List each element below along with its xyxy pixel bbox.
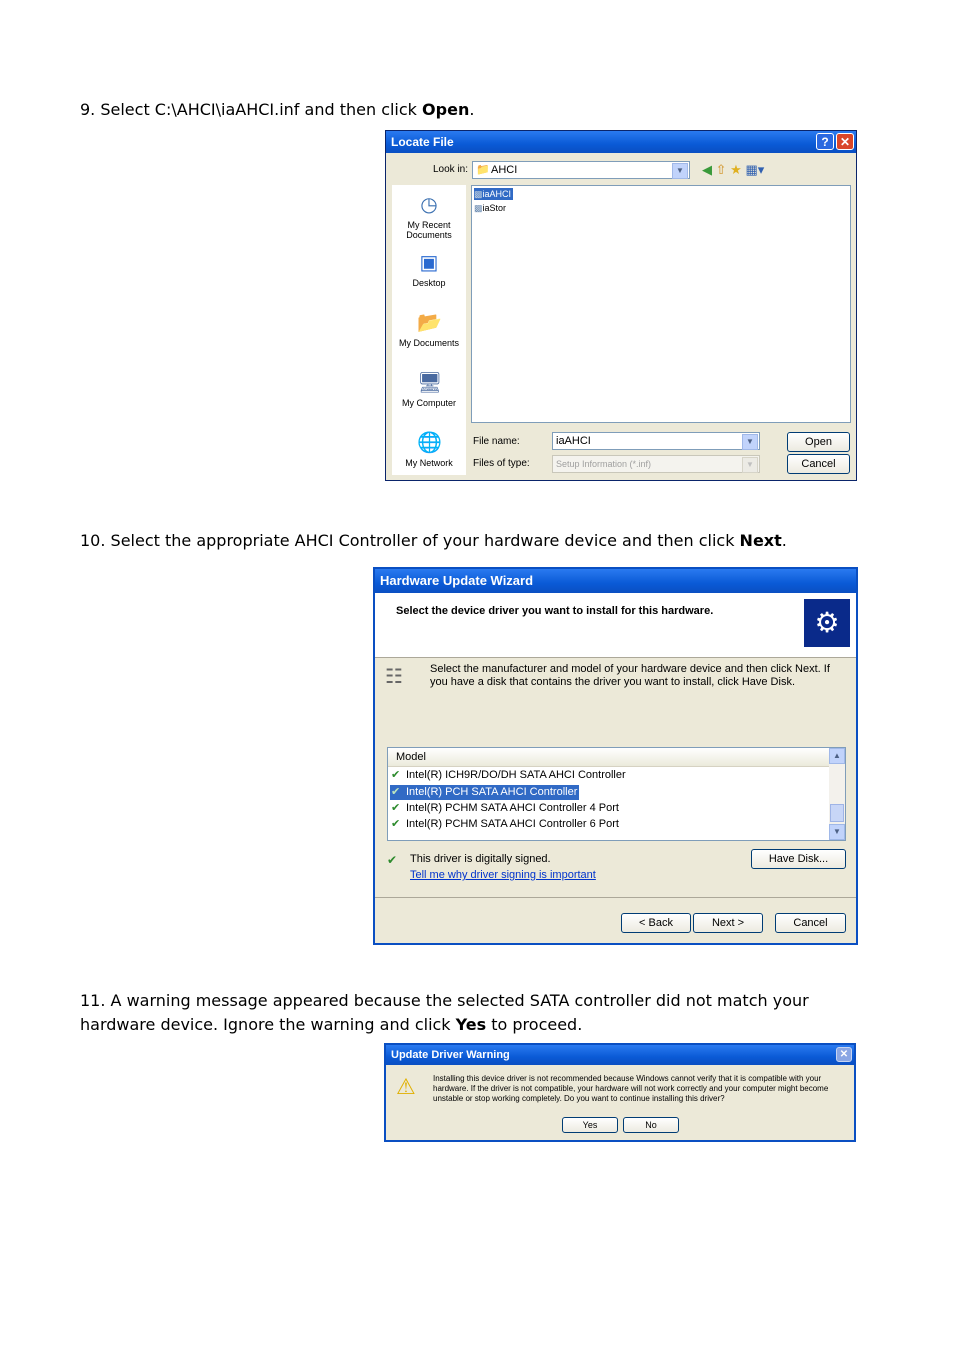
recent-documents-icon: ◷ <box>420 194 438 216</box>
place-label: My Recent Documents <box>406 220 452 240</box>
driver-signing-link[interactable]: Tell me why driver signing is important <box>410 869 596 881</box>
file-name: iaAHCI <box>482 189 512 199</box>
place-my-computer[interactable] <box>392 371 466 408</box>
file-type-select[interactable] <box>552 455 760 473</box>
warning-message: Installing this device driver is not recommended because Windows cannot verify that it is compatible with your hardware. If the driver is not compatible, your hardware will not work correctly and your computer might become unstable or stop working completely. Do you want to continue installing this driver? <box>433 1074 829 1103</box>
file-list[interactable] <box>471 185 851 423</box>
up-folder-icon[interactable]: ⇧ <box>715 162 727 177</box>
wizard-titlebar <box>375 569 856 593</box>
back-icon[interactable]: ◀ <box>702 162 712 177</box>
model-item[interactable] <box>390 768 628 783</box>
network-icon: 🌐 <box>417 432 442 454</box>
file-name-value: iaAHCI <box>556 435 591 447</box>
step-9-prefix: 9. Select C:\AHCI\iaAHCI.inf and then click <box>80 100 423 119</box>
locate-file-titlebar <box>386 131 856 153</box>
no-button[interactable]: No <box>623 1117 679 1133</box>
hardware-wizard-icon: ⚙ <box>804 599 850 647</box>
file-name-label: File name: <box>473 436 520 447</box>
step-10-prefix: 10. Select the appropriate AHCI Controller of your hardware device and then click <box>80 531 740 550</box>
model-item[interactable] <box>390 817 621 832</box>
warning-titlebar <box>386 1045 854 1065</box>
signed-driver-icon: ✔ <box>391 802 401 814</box>
place-label: Desktop <box>412 278 446 288</box>
wizard-header <box>375 593 856 658</box>
wizard-instruction: Select the manufacturer and model of your hardware device and then click Next. If you have a disk that contains the driver you want to install, click Have Disk. <box>430 663 830 688</box>
look-in-value: AHCI <box>491 164 518 176</box>
documents-folder-icon: 📂 <box>417 312 442 334</box>
hardware-update-wizard <box>373 567 858 945</box>
signed-driver-icon: ✔ <box>391 769 401 781</box>
chevron-down-icon[interactable]: ▼ <box>742 434 758 450</box>
step-9-suffix: . <box>469 100 475 119</box>
place-label: My Documents <box>398 338 460 348</box>
file-name-input[interactable] <box>552 432 760 450</box>
look-in-label: Look in: <box>433 164 469 175</box>
signed-driver-icon: ✔ <box>391 786 401 798</box>
file-type-value: Setup Information (*.inf) <box>556 459 652 469</box>
scroll-up-icon[interactable]: ▲ <box>829 748 845 764</box>
back-button[interactable]: < Back <box>621 913 691 933</box>
chevron-down-icon[interactable]: ▼ <box>672 163 688 179</box>
model-item[interactable] <box>390 801 621 816</box>
file-item-iastor[interactable] <box>474 202 508 214</box>
have-disk-button[interactable]: Have Disk... <box>751 849 846 869</box>
warning-icon: ⚠ <box>396 1074 416 1099</box>
place-label: My Computer <box>401 398 456 408</box>
new-folder-icon[interactable]: ★ <box>730 162 742 177</box>
open-button[interactable]: Open <box>787 432 850 452</box>
folder-icon: 📁 <box>476 164 490 176</box>
yes-button[interactable]: Yes <box>562 1117 618 1133</box>
computer-icon: 🖥 <box>417 372 443 394</box>
locate-file-dialog <box>385 130 857 481</box>
place-my-documents[interactable] <box>392 311 466 348</box>
signed-text: This driver is digitally signed. <box>410 853 551 865</box>
view-menu-icon[interactable]: ▦▾ <box>745 162 765 177</box>
file-name: iaStor <box>482 203 507 213</box>
model-column-header[interactable]: Model <box>388 748 829 767</box>
step-11-line-2 <box>80 1013 809 1037</box>
model-list-scrollbar[interactable] <box>829 748 845 840</box>
wizard-title: Hardware Update Wizard <box>380 573 534 588</box>
model-item-selected[interactable] <box>390 785 579 800</box>
model-label: Intel(R) ICH9R/DO/DH SATA AHCI Controller <box>406 769 626 781</box>
update-driver-warning-dialog <box>384 1043 856 1142</box>
step-11-line-1: 11. A warning message appeared because the selected SATA controller did not match your <box>80 991 809 1010</box>
cancel-button[interactable]: Cancel <box>787 454 850 474</box>
toolbar-icons <box>702 161 764 179</box>
step-10-text <box>80 529 787 553</box>
step-11-prefix: hardware device. Ignore the warning and click <box>80 1015 456 1034</box>
scroll-down-icon[interactable]: ▼ <box>829 824 845 840</box>
wizard-divider <box>375 897 856 898</box>
step-11-bold: Yes <box>455 1015 487 1034</box>
place-my-recent-documents[interactable] <box>392 193 466 240</box>
model-label: Intel(R) PCHM SATA AHCI Controller 4 Port <box>406 802 619 814</box>
model-list[interactable] <box>387 747 846 841</box>
desktop-icon: ▣ <box>419 252 439 274</box>
step-9-bold: Open <box>422 100 470 119</box>
step-10-bold: Next <box>739 531 782 550</box>
digital-signature-icon: ✔ <box>387 853 398 867</box>
file-type-label: Files of type: <box>473 458 530 469</box>
locate-file-title: Locate File <box>391 135 454 149</box>
place-label: My Network <box>405 458 453 468</box>
cancel-button[interactable]: Cancel <box>775 913 846 933</box>
hardware-device-icon: ☷ <box>385 666 403 688</box>
close-button[interactable]: ✕ <box>836 133 854 150</box>
step-9-text <box>80 98 474 122</box>
signed-driver-icon: ✔ <box>391 818 401 830</box>
inf-file-icon: ▩ <box>474 189 483 199</box>
next-button[interactable]: Next > <box>693 913 763 933</box>
model-label: Intel(R) PCH SATA AHCI Controller <box>406 786 578 798</box>
look-in-combo[interactable] <box>472 161 690 179</box>
step-10-suffix: . <box>781 531 787 550</box>
file-item-iaahci[interactable] <box>474 188 513 200</box>
scroll-thumb[interactable] <box>830 804 844 822</box>
place-desktop[interactable] <box>392 251 466 288</box>
wizard-heading: Select the device driver you want to install for this hardware. <box>396 605 714 617</box>
place-my-network[interactable] <box>392 431 466 468</box>
step-11-suffix: to proceed. <box>486 1015 583 1034</box>
step-11-text <box>80 989 809 1037</box>
model-label: Intel(R) PCHM SATA AHCI Controller 6 Port <box>406 818 619 830</box>
close-button[interactable]: ✕ <box>836 1047 852 1062</box>
chevron-down-icon[interactable]: ▼ <box>742 457 758 473</box>
places-bar <box>392 185 466 475</box>
inf-file-icon: ▩ <box>474 203 483 213</box>
help-button[interactable]: ? <box>816 133 834 150</box>
warning-title: Update Driver Warning <box>391 1049 510 1061</box>
